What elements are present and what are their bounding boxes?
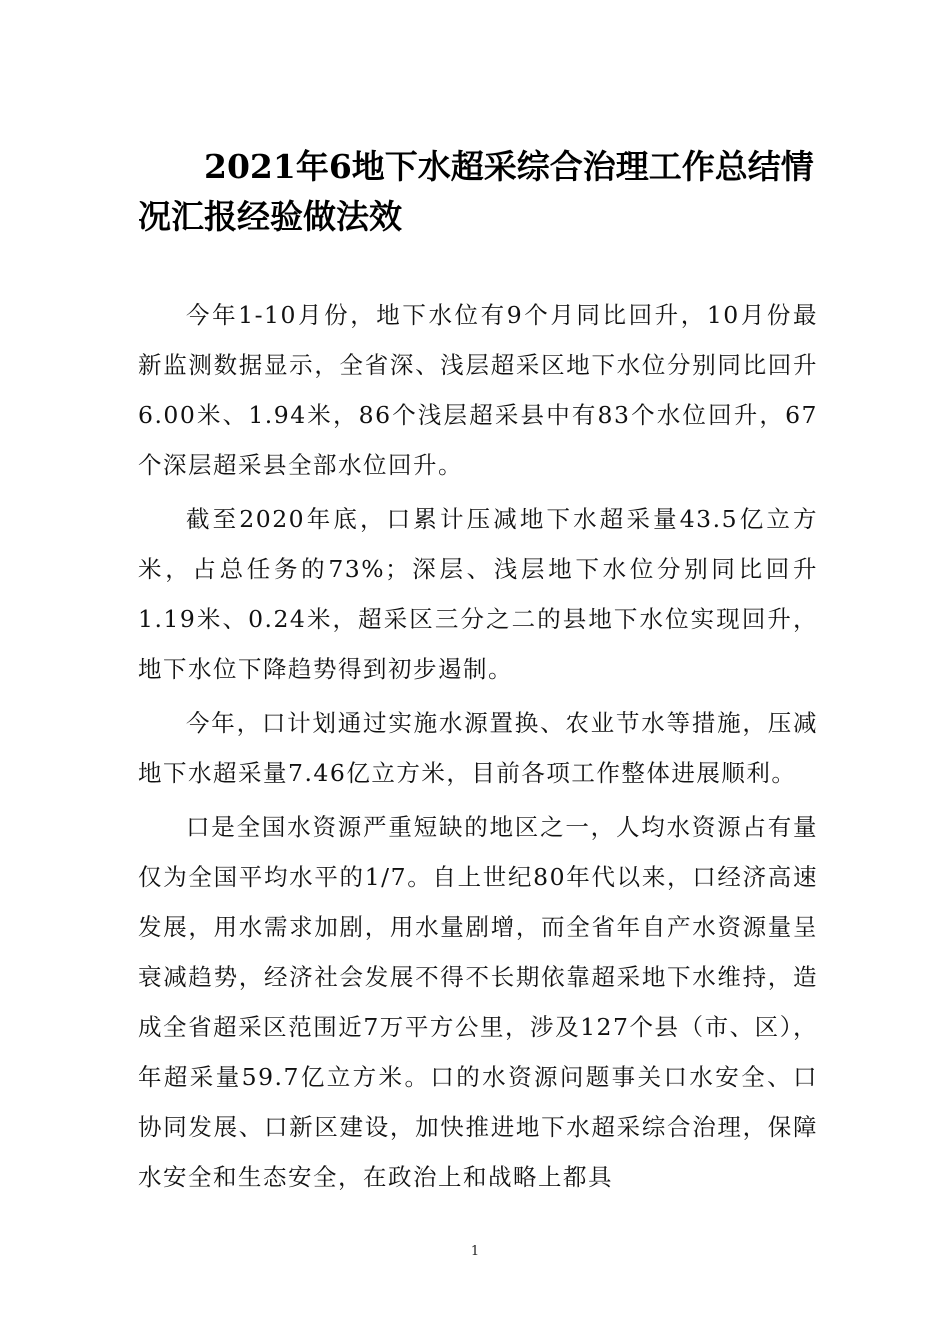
paragraph-2020-progress: 截至2020年底，口累计压减地下水超采量43.5亿立方米，占总任务的73%；深层、浅层地下水位分别同比回升1.19米、0.24米，超采区三分之二的县地下水位实现回升，地下水位下降趋势得到初步遏制。 xyxy=(138,505,818,683)
page-number: 1 xyxy=(470,1244,480,1259)
document-title: 2021年6地下水超采综合治理工作总结情况汇报经验做法效 xyxy=(138,147,814,236)
paragraph-this-year-plan: 今年，口计划通过实施水源置换、农业节水等措施，压减地下水超采量7.46亿立方米，目前各项工作整体进展顺利。 xyxy=(138,709,818,787)
paragraph-water-level: 今年1-10月份，地下水位有9个月同比回升，10月份最新监测数据显示，全省深、浅层超采区地下水位分别同比回升6.00米、1.94米，86个浅层超采县中有83个水位回升，67个深层超采县全部水位回升。 xyxy=(138,301,818,479)
paragraph-background: 口是全国水资源严重短缺的地区之一，人均水资源占有量仅为全国平均水平的1/7。自上世纪80年代以来，口经济高速发展，用水需求加剧，用水量剧增，而全省年自产水资源量呈衰减趋势，经济社会发展不得不长期依靠超采地下水维持，造成全省超采区范围近7万平方公里，涉及127个县（市、区），年超采量59.7亿立方米。口的水资源问题事关口水安全、口协同发展、口新区建设，加快推进地下水超采综合治理，保障水安全和生态安全，在政治上和战略上都具 xyxy=(138,813,818,1191)
document-body xyxy=(138,290,818,1206)
